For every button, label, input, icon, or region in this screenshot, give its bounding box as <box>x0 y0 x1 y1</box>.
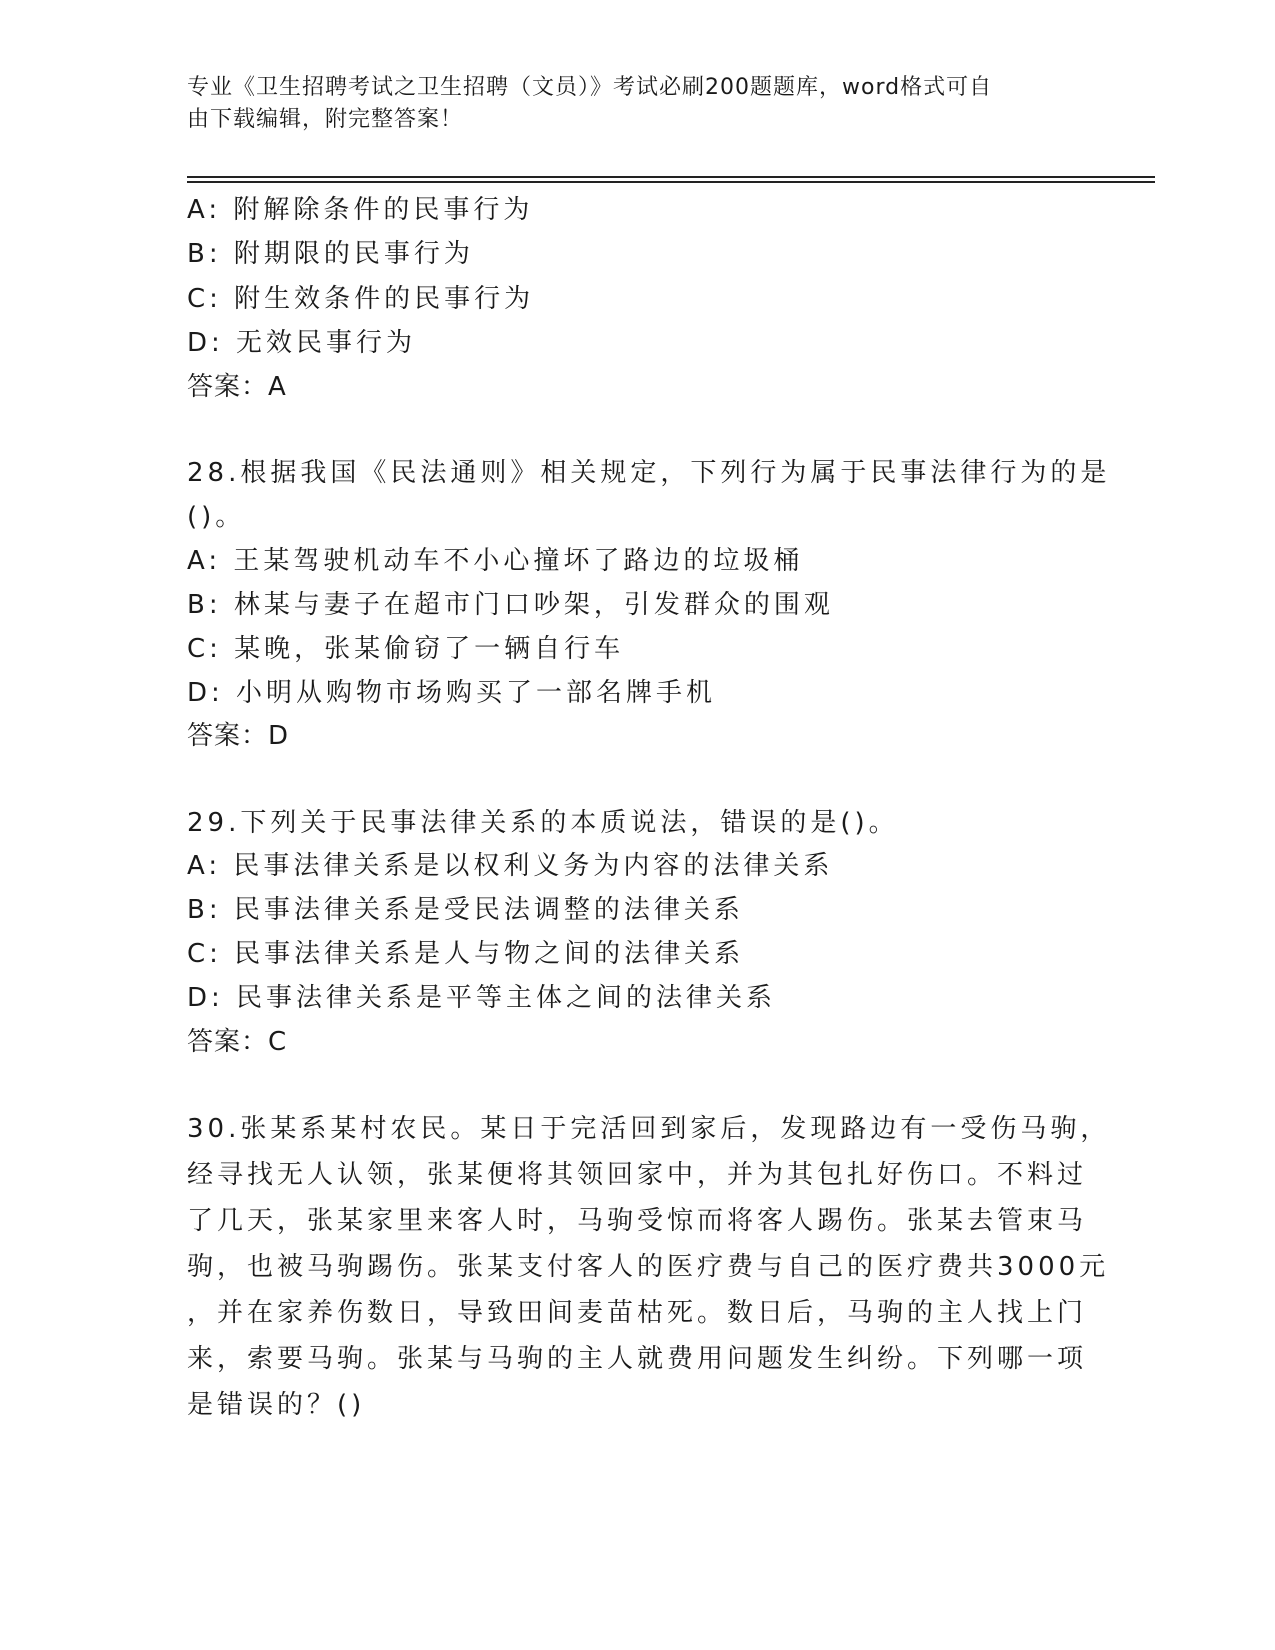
header-divider-top <box>187 176 1155 178</box>
q29-option-c: C: 民事法律关系是人与物之间的法律关系 <box>187 939 745 969</box>
q27-option-c: C: 附生效条件的民事行为 <box>187 284 535 314</box>
q27-answer: 答案：A <box>187 372 287 402</box>
q29-option-d: D: 民事法律关系是平等主体之间的法律关系 <box>187 983 777 1013</box>
q27-option-d: D: 无效民事行为 <box>187 328 417 358</box>
q30-stem-line-4: 驹，也被马驹踢伤。张某支付客人的医疗费与自己的医疗费共3000元 <box>187 1252 1110 1282</box>
q30-stem-line-6: 来，索要马驹。张某与马驹的主人就费用问题发生纠纷。下列哪一项 <box>187 1344 1088 1374</box>
q27-option-a: A: 附解除条件的民事行为 <box>187 195 534 225</box>
q28-stem-line-2: ()。 <box>187 502 246 532</box>
header-divider-bottom <box>187 181 1155 183</box>
q28-answer: 答案：D <box>187 721 290 751</box>
q29-answer: 答案：C <box>187 1027 288 1057</box>
q30-stem-line-1: 30.张某系某村农民。某日于完活回到家后，发现路边有一受伤马驹， <box>187 1114 1111 1144</box>
document-header <box>187 72 1067 136</box>
q30-stem-line-7: 是错误的？() <box>187 1390 366 1420</box>
q28-option-d: D: 小明从购物市场购买了一部名牌手机 <box>187 678 717 708</box>
q29-option-a: A: 民事法律关系是以权利义务为内容的法律关系 <box>187 851 834 881</box>
q30-stem-line-5: ，并在家养伤数日，导致田间麦苗枯死。数日后，马驹的主人找上门 <box>187 1298 1088 1328</box>
q28-option-a: A: 王某驾驶机动车不小心撞坏了路边的垃圾桶 <box>187 546 804 576</box>
q29-stem: 29.下列关于民事法律关系的本质说法，错误的是()。 <box>187 808 899 838</box>
q30-stem-line-3: 了几天，张某家里来客人时，马驹受惊而将客人踢伤。张某去管束马 <box>187 1206 1088 1236</box>
q29-option-b: B: 民事法律关系是受民法调整的法律关系 <box>187 895 744 925</box>
header-line-2: 由下载编辑，附完整答案！ <box>187 107 464 132</box>
header-line-1: 专业《卫生招聘考试之卫生招聘（文员）》考试必刷200题题库，word格式可自 <box>187 75 993 100</box>
q28-option-c: C: 某晚，张某偷窃了一辆自行车 <box>187 634 625 664</box>
q28-option-b: B: 林某与妻子在超市门口吵架，引发群众的围观 <box>187 590 834 620</box>
q28-stem-line-1: 28.根据我国《民法通则》相关规定，下列行为属于民事法律行为的是 <box>187 458 1111 488</box>
q30-stem-line-2: 经寻找无人认领，张某便将其领回家中，并为其包扎好伤口。不料过 <box>187 1160 1088 1190</box>
q30-stem <box>187 1111 1111 1433</box>
q27-option-b: B: 附期限的民事行为 <box>187 239 474 269</box>
